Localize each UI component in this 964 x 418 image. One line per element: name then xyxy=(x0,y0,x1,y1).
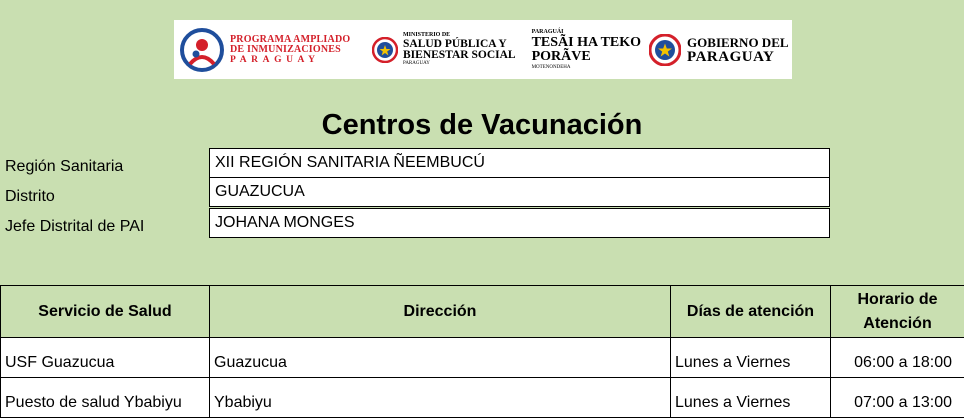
pai-line3: PARAGUAY xyxy=(230,55,350,65)
cell-horario: 06:00 a 18:00 xyxy=(831,338,964,378)
national-seal-icon xyxy=(372,37,398,63)
pai-mother-child-icon xyxy=(180,28,224,72)
ministerio-line2: BIENESTAR SOCIAL xyxy=(403,50,516,61)
tesai-line2: PORÃVE xyxy=(532,50,591,64)
jefe-value: JOHANA MONGES xyxy=(209,208,830,238)
pai-logo xyxy=(180,20,350,79)
table-row xyxy=(1,378,964,418)
tesai-line1: TESÃI HA TEKO xyxy=(532,36,641,50)
page-title: Centros de Vacunación xyxy=(0,105,964,145)
tesai-line0: PARAGUÁI xyxy=(532,29,564,36)
header-direccion: Dirección xyxy=(210,286,671,338)
cell-dias: Lunes a Viernes xyxy=(671,338,831,378)
header-horario: Horario de Atención xyxy=(831,286,964,338)
gobierno-line2: PARAGUAY xyxy=(687,50,789,65)
gobierno-logo xyxy=(649,20,787,79)
cell-horario: 07:00 a 13:00 xyxy=(831,378,964,418)
header-servicio: Servicio de Salud xyxy=(1,286,210,338)
header-dias: Días de atención xyxy=(671,286,831,338)
tesai-line3: MOTENONDEHA xyxy=(532,64,571,71)
vaccination-centers-table xyxy=(0,285,964,418)
region-label: Región Sanitaria xyxy=(5,157,123,177)
table-header-row xyxy=(1,286,964,338)
ministerio-line0: MINISTERIO DE xyxy=(403,32,516,39)
cell-dias: Lunes a Viernes xyxy=(671,378,831,418)
cell-servicio: USF Guazucua xyxy=(1,338,210,378)
region-value: XII REGIÓN SANITARIA ÑEEMBUCÚ xyxy=(209,148,830,178)
pai-line2: DE INMUNIZACIONES xyxy=(230,45,350,55)
government-seal-icon xyxy=(649,34,681,66)
cell-direccion: Ybabiyu xyxy=(210,378,671,418)
distrito-label: Distrito xyxy=(5,187,55,207)
tesai-logo xyxy=(532,20,641,79)
distrito-value: GUAZUCUA xyxy=(209,177,830,207)
pai-line1: PROGRAMA AMPLIADO xyxy=(230,35,350,45)
ministerio-logo xyxy=(372,20,516,79)
gobierno-line1: GOBIERNO DEL xyxy=(687,35,789,50)
cell-direccion: Guazucua xyxy=(210,338,671,378)
table-row xyxy=(1,338,964,378)
jefe-label: Jefe Distrital de PAI xyxy=(5,217,144,237)
ministerio-line3: PARAGUAY xyxy=(403,61,516,67)
ministerio-line1: SALUD PÚBLICA Y xyxy=(403,39,516,50)
logo-banner xyxy=(174,20,792,79)
cell-servicio: Puesto de salud Ybabiyu xyxy=(1,378,210,418)
